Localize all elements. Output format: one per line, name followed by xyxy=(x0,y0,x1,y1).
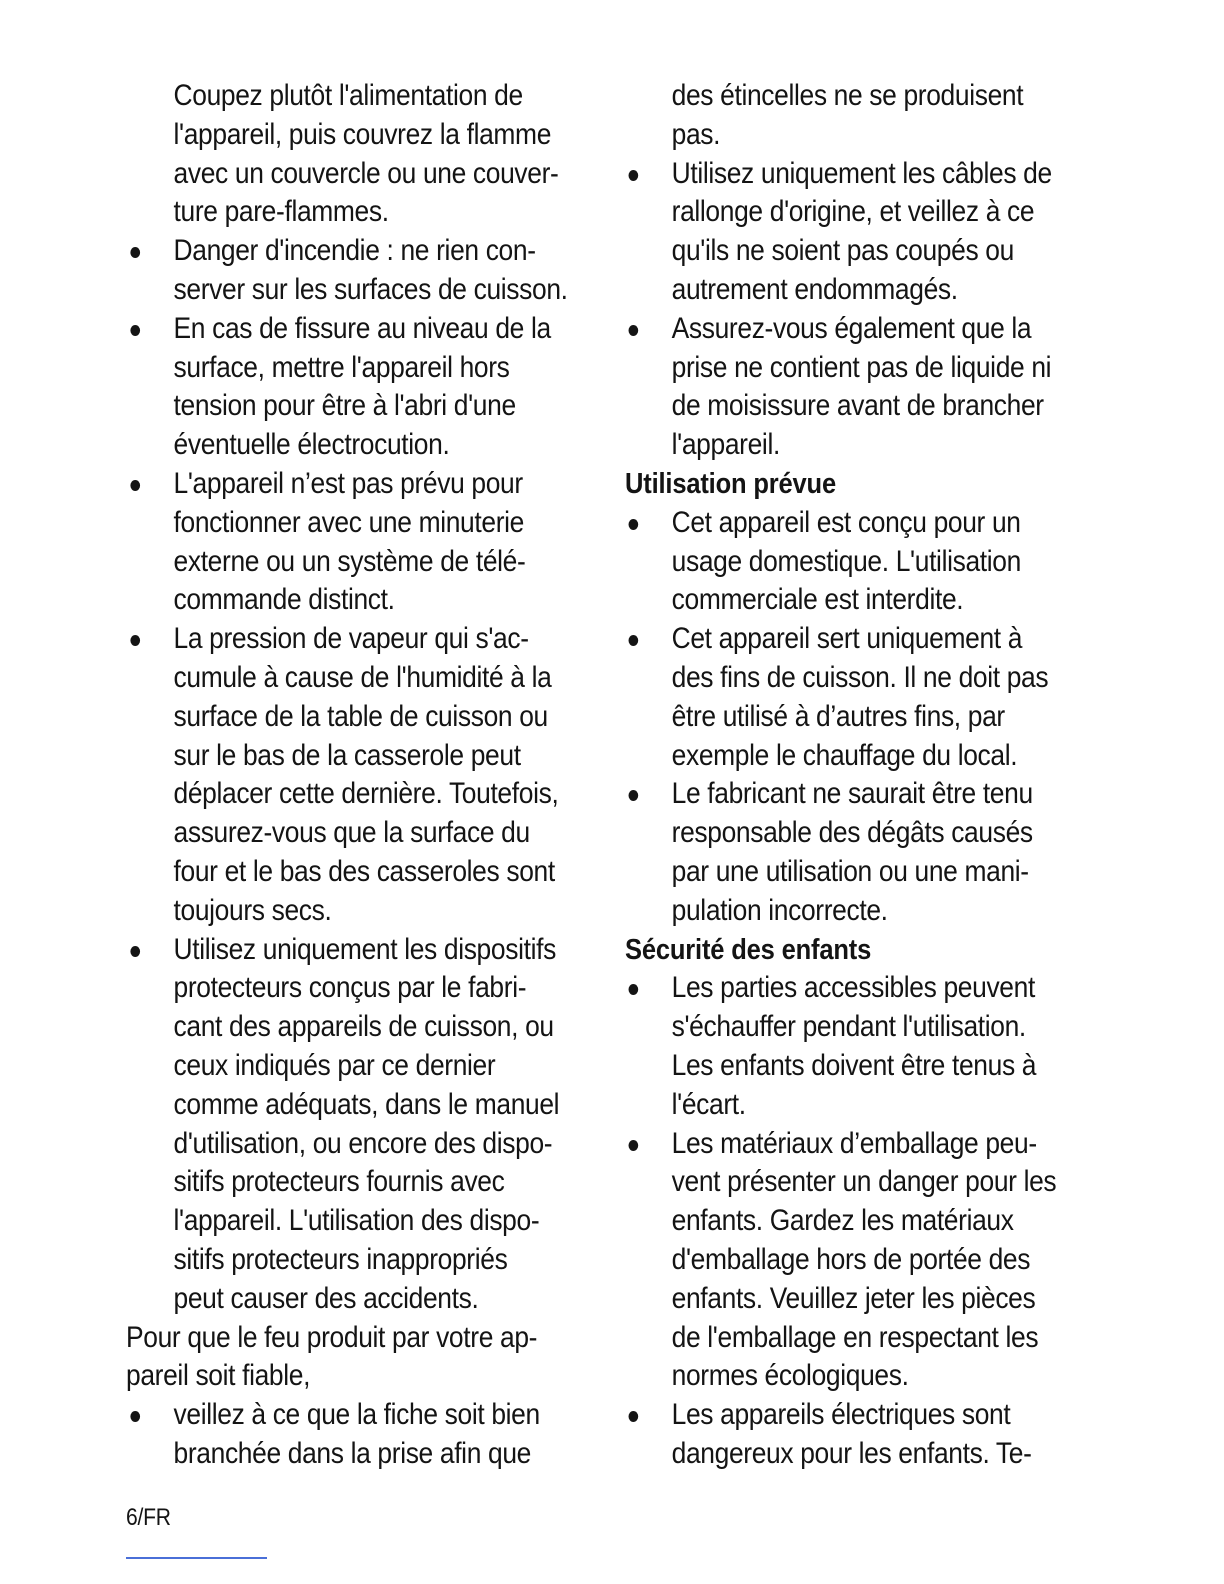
text-line: commande distinct. xyxy=(173,583,395,617)
bullet-item: Danger d'incendie : ne rien con- xyxy=(126,232,606,271)
bullet-item: Le fabricant ne saurait être tenu xyxy=(625,775,1113,814)
text-line: l'appareil, puis couvrez la flamme xyxy=(173,117,552,151)
text-line: ceux indiqués par ce dernier xyxy=(173,1048,496,1082)
text-line: d'utilisation, ou encore des dispo- xyxy=(173,1126,553,1160)
section-heading: Sécurité des enfants xyxy=(625,933,872,966)
text-line: cumule à cause de l'humidité à la xyxy=(173,660,552,694)
text-line: comme adéquats, dans le manuel xyxy=(173,1087,560,1121)
text-line: surface de la table de cuisson ou xyxy=(173,699,548,733)
page-number: 6/FR xyxy=(126,1504,171,1531)
text-line: surface, mettre l'appareil hors xyxy=(173,350,510,384)
footer-divider xyxy=(126,1557,267,1559)
bullet-item: Les matériaux d’emballage peu- xyxy=(625,1125,1113,1164)
bullet-item: Les parties accessibles peuvent xyxy=(625,969,1113,1008)
text-line: dangereux pour les enfants. Te- xyxy=(671,1436,1032,1470)
text-line: server sur les surfaces de cuisson. xyxy=(173,272,568,306)
text-line: tension pour être à l'abri d'une xyxy=(173,389,516,423)
text-line: Pour que le feu produit par votre ap- xyxy=(126,1320,538,1354)
text-line: pulation incorrecte. xyxy=(671,893,888,927)
text-line: des étincelles ne se produisent xyxy=(671,79,1024,112)
text-line: responsable des dégâts causés xyxy=(671,816,1033,850)
text-line: prise ne contient pas de liquide ni xyxy=(671,350,1052,384)
text-line: rallonge d'origine, et veillez à ce xyxy=(671,195,1035,229)
text-line: pas. xyxy=(671,117,721,151)
text-line: Les enfants doivent être tenus à xyxy=(671,1048,1037,1082)
left-column xyxy=(126,77,606,1474)
text-line: externe ou un système de télé- xyxy=(173,544,526,578)
text-line: enfants. Veuillez jeter les pièces xyxy=(671,1281,1036,1315)
text-line: s'échauffer pendant l'utilisation. xyxy=(671,1010,1026,1044)
section-heading: Utilisation prévue xyxy=(625,467,836,500)
bullet-item: veillez à ce que la fiche soit bien xyxy=(126,1396,606,1435)
text-line: branchée dans la prise afin que xyxy=(173,1436,532,1470)
text-line: être utilisé à d’autres fins, par xyxy=(671,699,1005,733)
bullet-item: Utilisez uniquement les dispositifs xyxy=(126,931,606,970)
bullet-item: Utilisez uniquement les câbles de xyxy=(625,155,1113,194)
text-line: l'écart. xyxy=(671,1087,746,1121)
text-line: des fins de cuisson. Il ne doit pas xyxy=(671,660,1049,694)
text-line: fonctionner avec une minuterie xyxy=(173,505,524,539)
text-line: enfants. Gardez les matériaux xyxy=(671,1204,1014,1238)
text-line: sitifs protecteurs fournis avec xyxy=(173,1165,505,1199)
text-line: qu'ils ne soient pas coupés ou xyxy=(671,234,1014,268)
bullet-item: L'appareil n’est pas prévu pour xyxy=(126,465,606,504)
bullet-item: La pression de vapeur qui s'ac- xyxy=(126,620,606,659)
text-line: par une utilisation ou une mani- xyxy=(671,854,1029,888)
text-line: de moisissure avant de brancher xyxy=(671,389,1044,423)
text-line: peut causer des accidents. xyxy=(173,1281,479,1315)
text-line: four et le bas des casseroles sont xyxy=(173,854,555,888)
text-line: toujours secs. xyxy=(173,893,332,927)
text-line: avec un couvercle ou une couver- xyxy=(173,156,559,190)
text-line: l'appareil. L'utilisation des dispo- xyxy=(173,1204,540,1238)
text-line: commerciale est interdite. xyxy=(671,583,964,617)
text-line: d'emballage hors de portée des xyxy=(671,1242,1031,1276)
text-line: assurez-vous que la surface du xyxy=(173,816,530,850)
text-line: sitifs protecteurs inappropriés xyxy=(173,1242,508,1276)
bullet-item: Cet appareil est conçu pour un xyxy=(625,504,1113,543)
text-line: sur le bas de la casserole peut xyxy=(173,738,521,772)
bullet-item: Assurez-vous également que la xyxy=(625,310,1113,349)
text-line: ture pare-flammes. xyxy=(173,195,389,229)
text-line: usage domestique. L'utilisation xyxy=(671,544,1021,578)
text-line: vent présenter un danger pour les xyxy=(671,1165,1057,1199)
text-line: cant des appareils de cuisson, ou xyxy=(173,1010,554,1044)
text-line: pareil soit fiable, xyxy=(126,1359,311,1393)
right-column xyxy=(625,77,1113,1474)
text-line: de l'emballage en respectant les xyxy=(671,1320,1039,1354)
text-line: normes écologiques. xyxy=(671,1359,909,1393)
bullet-item: Cet appareil sert uniquement à xyxy=(625,620,1113,659)
text-line: éventuelle électrocution. xyxy=(173,428,450,462)
text-line: l'appareil. xyxy=(671,428,780,462)
text-line: Coupez plutôt l'alimentation de xyxy=(173,79,523,112)
text-line: protecteurs conçus par le fabri- xyxy=(173,971,527,1005)
text-line: autrement endommagés. xyxy=(671,272,958,306)
bullet-item: En cas de fissure au niveau de la xyxy=(126,310,606,349)
bullet-item: Les appareils électriques sont xyxy=(625,1396,1113,1435)
text-line: déplacer cette dernière. Toutefois, xyxy=(173,777,559,811)
text-line: exemple le chauffage du local. xyxy=(671,738,1018,772)
